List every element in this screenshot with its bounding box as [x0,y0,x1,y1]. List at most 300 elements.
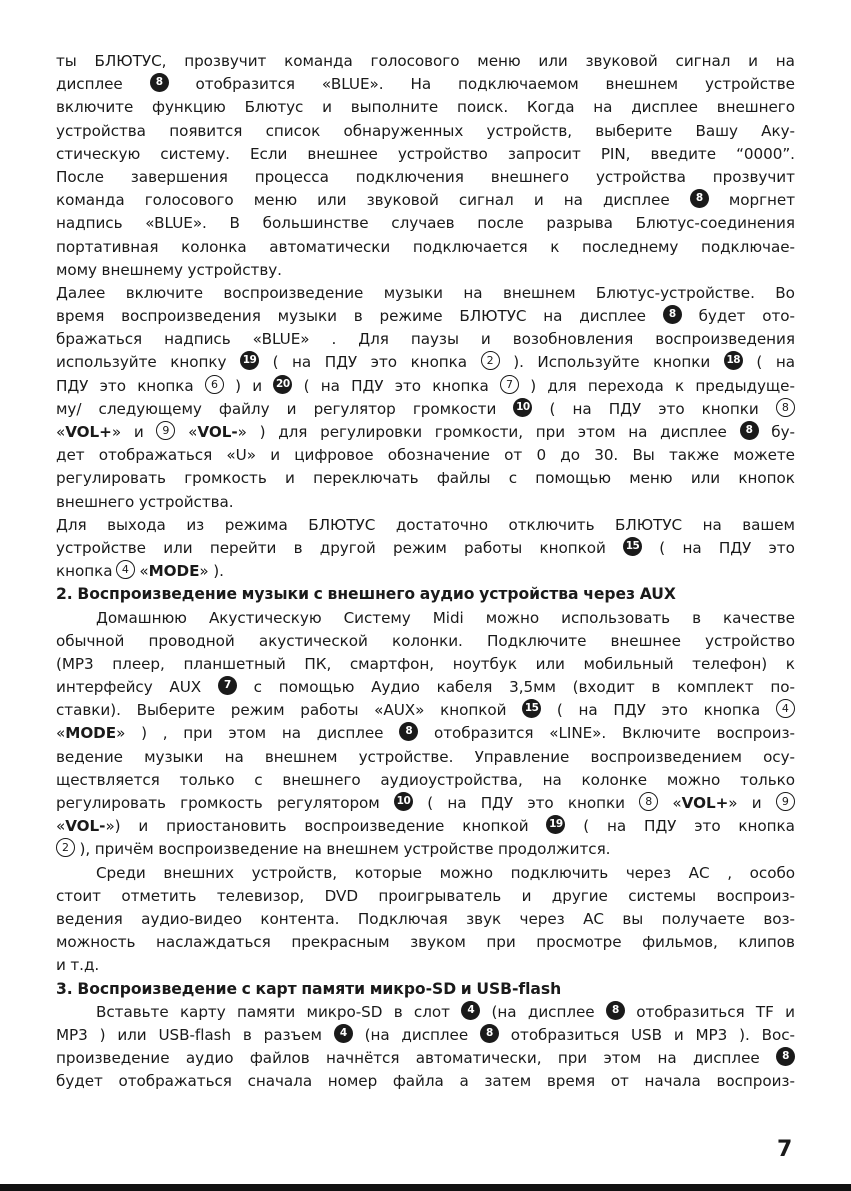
word: устройства. [138,492,234,511]
word: и [270,446,281,465]
word: устройстве [56,538,146,557]
text-line [56,815,795,838]
word: регулятор [313,399,396,418]
word: это [661,701,688,720]
word: громкости [412,399,497,418]
word: аудио [419,585,475,604]
word: при [183,724,213,743]
word: это [658,399,685,418]
text-line [56,467,795,490]
word: На [410,75,432,94]
word: ( [272,353,279,372]
word: звуковой [585,52,658,70]
word: устройства [479,585,579,604]
word: 0 [536,446,547,465]
word: кнопка [703,701,761,720]
word: от [504,446,523,465]
word: это [694,817,721,836]
word: аудио-видео [141,909,242,928]
filled-circle-number: 19 [546,815,565,834]
remote-key-name: MODE [148,562,200,581]
word: микро-SD [369,979,457,998]
word: БЛЮТУС [459,307,527,326]
word: паузы [410,330,459,349]
word: продолжится. [497,840,611,859]
text-line [56,305,795,328]
word: с [313,585,323,604]
word: на [657,1049,677,1068]
word: работы [464,538,523,557]
outlined-circle-number: 4 [116,560,135,579]
word: 3. [56,979,73,998]
word: музыки [383,283,444,302]
word: функцию [152,98,226,117]
word: отключить [508,515,595,534]
word: или [538,52,568,70]
word: в [293,538,303,557]
word: воспроиз- [716,724,795,743]
word: Блютус-соединения [635,214,795,233]
word: ). [513,353,524,372]
word: помощью [535,469,611,488]
remote-key-name: VOL+ [681,794,729,812]
word: ПДУ [56,376,89,395]
word: БЛЮТУС [615,515,683,534]
word: процесса [254,167,329,186]
word: воспроизведения [655,330,795,349]
filled-circle-number: 8 [776,1047,795,1066]
word: ты [56,52,77,70]
word: воспроизведением [590,747,742,766]
quote-close: » [237,423,247,441]
word: в [393,1002,403,1021]
word: поиск. [456,98,509,117]
word: БЛЮТУС, [94,52,167,70]
word: это [768,538,795,557]
word: и [286,399,297,418]
word: команда [56,191,125,210]
word: PIN, [600,144,631,163]
word: внешних [163,863,234,882]
word: качестве [723,608,795,627]
word: ( [756,353,763,372]
word: устройству. [187,260,282,279]
word: регулировать [56,469,166,488]
word: в [353,307,363,326]
word: это [370,353,397,372]
word: «LINE». [549,724,607,743]
word: ото- [762,307,795,326]
word: достаточно [395,515,488,534]
word: сигнал [675,52,731,70]
outlined-circle-number: 8 [639,792,658,811]
section-heading [56,583,795,606]
outlined-circle-number: 2 [56,838,75,857]
filled-circle-number: 8 [740,421,759,440]
word: и [322,98,332,117]
word: на [682,538,702,557]
word: воспроизведение [158,840,299,859]
remote-key-label [56,722,125,745]
word: вашем [742,515,795,534]
word: внешнем [326,840,399,859]
word: (MP3 [56,654,94,673]
word: можно [439,863,494,882]
word: внешнего [56,492,135,511]
word: ( [427,794,434,812]
text-line [56,351,795,374]
remote-key-name: VOL- [65,817,106,836]
quote-close: ») [105,817,121,836]
word: этом [577,423,616,441]
word: можность [56,933,136,952]
text-line [56,50,795,73]
text-line [56,398,795,421]
word: обнаруженных [343,121,464,140]
word: проводной [148,631,235,650]
word: и [480,330,491,349]
word: Вос- [761,1025,795,1044]
remote-key-name: VOL+ [65,423,112,441]
word: клипов [738,933,795,952]
word: кнопка [137,376,194,395]
word: кнопки [701,399,759,418]
word: причём [94,840,154,859]
quote-close: » [111,423,122,441]
page-number: 7 [777,1137,793,1162]
word: и [138,817,149,836]
word: в [692,608,702,627]
word: Блютус [244,98,304,117]
word: Подключите [486,631,587,650]
word: или [163,538,193,557]
word: использовать [561,608,671,627]
word: дисплее [316,724,384,743]
word: телевизор, [216,886,305,905]
word: список [265,121,321,140]
word: устройство [397,144,488,163]
word: Воспроизведение [77,979,237,998]
word: устройстве [704,75,795,94]
filled-circle-number: 8 [399,722,418,741]
word: внешнего [327,585,416,604]
word: используйте [56,353,157,372]
word: отобразиться [636,1002,745,1021]
word: большинстве [262,214,369,233]
word: Вашу [695,121,738,140]
word: Включите [621,724,701,743]
word: голосового [144,191,234,210]
quote-open: « [56,724,66,743]
word: Управление [474,747,570,766]
word: прекрасным [291,933,390,952]
word: устройств, [251,863,338,882]
word: «BLUE». [145,214,207,233]
word: дисплее [527,1002,595,1021]
word: Аудио [371,678,420,697]
word: время [56,307,105,326]
word: TF [755,1002,774,1021]
word: разрыва [546,214,613,233]
word: устройства [595,167,686,186]
word: дисплее [631,98,698,117]
word: файлы [436,469,491,488]
word: запросит [507,144,581,163]
text-line [56,954,795,977]
word: После [56,167,104,186]
word: контента. [260,909,340,928]
word: Домашнюю [96,608,187,627]
word: громкость [184,469,267,488]
text-line [56,375,795,398]
word: кнопку [170,353,227,372]
word: систему. [160,144,230,163]
word: Для [56,515,87,534]
word: музыки [277,307,337,326]
word: режим [230,701,285,720]
remote-key-name: MODE [65,724,117,743]
word: надпись [164,330,231,349]
word: дисплее [579,307,646,326]
word: этом [228,724,267,743]
word: обозначение [387,446,490,465]
word: ) [99,1025,106,1044]
word: и [285,469,295,488]
word: Аку- [761,121,795,140]
manual-page-body [56,50,795,1093]
outlined-circle-number: 4 [776,699,795,718]
word: MP3 [56,1025,88,1044]
word: ( [303,376,310,395]
outlined-circle-number: 9 [156,421,175,440]
word: помощью [278,678,355,697]
word: устройстве. [358,747,454,766]
word: последнему [582,237,679,256]
outlined-circle-number: 9 [776,792,795,811]
word: кнопка [56,562,113,581]
word: после [477,214,524,233]
word: акустической [258,631,368,650]
word: на [593,98,613,117]
word: микро-SD [306,1002,383,1021]
word: прозвучит [184,52,267,70]
word: регулировать [56,794,166,812]
word: можно [666,770,721,789]
text-line [56,1070,795,1093]
word: на [572,399,592,418]
outlined-circle-number: 6 [205,375,224,394]
word: с [253,678,262,697]
word: подключения [355,167,464,186]
word: и [460,979,472,998]
word: ведения [56,909,123,928]
word: комплект [677,678,754,697]
word: начнётся [326,1049,400,1068]
word: Акустическую [208,608,322,627]
text-line [56,514,795,537]
word: отметить [121,886,197,905]
word: меню [477,52,521,70]
word: и [252,376,263,395]
word: на [302,840,322,859]
word: к [785,654,795,673]
text-line [56,166,795,189]
word: AUX [639,585,676,604]
word: в [242,1025,252,1044]
word: этом [603,1049,642,1068]
word: которые [354,863,422,882]
remote-key-label [56,815,121,838]
text-line [56,282,795,305]
word: осу- [763,747,795,766]
word: ПДУ [480,794,514,812]
word: Вставьте [96,1002,169,1021]
word: файла [392,1072,444,1091]
text-line [56,931,795,954]
word: и [56,956,66,975]
word: на [606,817,627,836]
word: (на [364,1025,390,1044]
word: проигрыватель [378,886,502,905]
quote-close: » [728,794,738,812]
word: дисплее [692,1049,760,1068]
word: режима [224,515,288,534]
word: звуковой [366,191,439,210]
text-line [56,421,795,444]
word: сигнал [458,191,514,210]
word: «AUX» [374,701,425,720]
text-line [56,1047,795,1070]
word: кнопки [653,353,711,372]
word: USB-flash [476,979,562,998]
word: памяти [301,979,366,998]
word: мому [56,260,97,279]
word: работы [300,701,359,720]
word: меню [253,191,298,210]
word: моргнет [728,191,795,210]
word: Воспроизведение [77,585,237,604]
word: это [394,376,422,395]
word: от [610,1072,629,1091]
word: на [281,724,301,743]
word: аудиоустройства, [380,770,523,789]
word: меню [629,469,673,488]
word: обычной [56,631,125,650]
word: при [535,423,566,441]
word: портативная [56,237,159,256]
text-line [56,259,795,282]
word: голосового [370,52,460,70]
word: переключать [313,469,419,488]
word: бражаться [56,330,143,349]
word: Используйте [537,353,640,372]
word: громкость [180,794,263,812]
filled-circle-number: 8 [150,73,169,92]
word: ведение [56,747,123,766]
word: интерфейсу [56,678,153,697]
word: и [748,52,758,70]
word: «BLUE». [321,75,384,94]
word: подключить [510,863,609,882]
word: с [508,469,518,488]
text-line [56,838,795,861]
text-line [56,769,795,792]
word: дисплее [660,423,727,441]
word: на [628,423,648,441]
word: завершения [130,167,228,186]
word: или [317,191,347,210]
remote-key-label [672,792,737,815]
word: кнопкой [440,701,507,720]
word: аудио [185,1049,234,1068]
word: другой [319,538,376,557]
word: цифровое [294,446,374,465]
word: ( [659,538,666,557]
word: AUX [169,678,202,697]
word: кнопка [410,353,468,372]
outlined-circle-number: 8 [776,398,795,417]
word: Когда [526,98,575,117]
word: устройстве [403,840,494,859]
word: ) [259,423,266,441]
word: для [547,376,577,395]
word: ( [556,701,563,720]
word: АС [688,863,710,882]
word: на [542,770,562,789]
word: устройство [705,631,795,650]
word: номер [327,1072,378,1091]
word: ПДУ [351,376,384,395]
word: сначала [247,1072,313,1091]
word: регулятором [276,794,380,812]
word: внешнего [282,770,361,789]
text-line [56,537,795,560]
word: файлу [218,399,270,418]
word: появится [169,121,243,140]
word: Если [250,144,288,163]
word: к [550,237,560,256]
word: и [751,794,762,812]
filled-circle-number: 8 [606,1001,625,1020]
word: затем [484,1072,532,1091]
word: кнопкой [462,817,529,836]
word: телефон) [692,654,768,673]
word: на [292,353,312,372]
word: до [560,446,580,465]
word: планшетный [183,654,286,673]
word: а [459,1072,469,1091]
word: подключается [412,237,528,256]
word: введите [650,144,716,163]
word: Подключая [357,909,448,928]
word: Далее [56,283,106,302]
word: стическую [56,144,141,163]
word: Для [358,330,389,349]
quote-close: » [116,724,126,743]
word: Выберите [136,701,216,720]
word: (входит [572,678,635,697]
word: и [133,423,144,441]
word: перейти [209,538,277,557]
word: автоматически [269,237,391,256]
word: подключаемом [458,75,579,94]
word: ществляется [56,770,160,789]
word: прозвучит [712,167,795,186]
word: кнопкой [539,538,606,557]
word: дет [56,446,85,465]
word: ставки). [56,701,121,720]
word: внешнее [610,631,681,650]
